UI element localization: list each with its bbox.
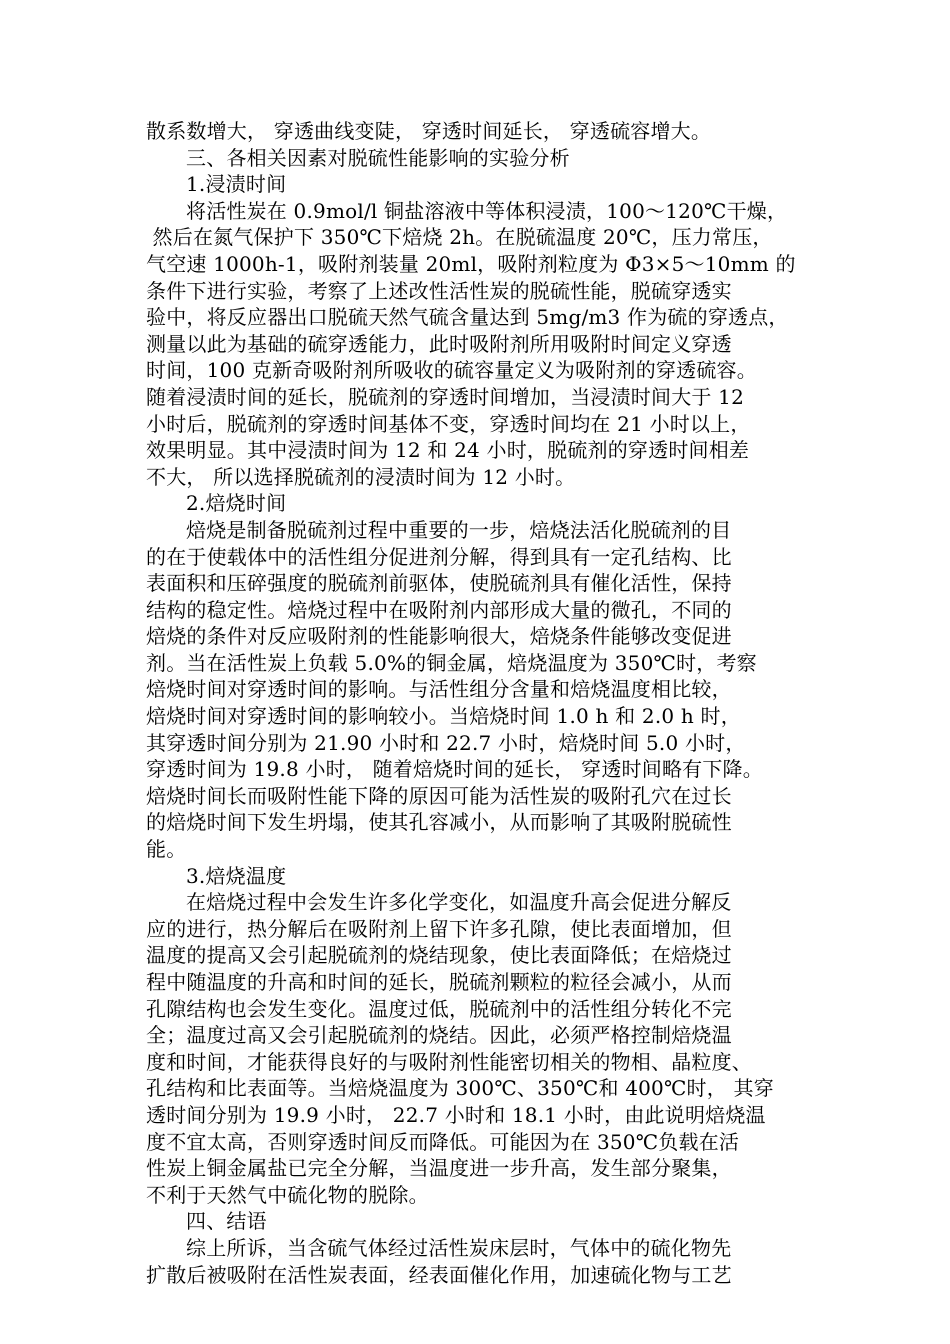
text-line: 验中，将反应器出口脱硫天然气硫含量达到 5mg/m3 作为硫的穿透点， <box>146 305 789 330</box>
text-line: 透时间分别为 19.9 小时， 22.7 小时和 18.1 小时，由此说明焙烧温 <box>146 1102 766 1127</box>
text-line: 其穿透时间分别为 21.90 小时和 22.7 小时，焙烧时间 5.0 小时， <box>146 730 746 755</box>
text-line: 将活性炭在 0.9mol/l 铜盐溶液中等体积浸渍，100～120℃干燥， <box>186 198 788 223</box>
text-line: 1.浸渍时间 <box>186 172 287 197</box>
text-line: 四、结语 <box>186 1209 267 1234</box>
text-line: 剂。当在活性炭上负载 5.0%的铜金属，焙烧温度为 350℃时，考察 <box>146 650 757 675</box>
text-line: 度不宜太高，否则穿透时间反而降低。可能因为在 350℃负载在活 <box>146 1129 740 1154</box>
text-line: 三、各相关因素对脱硫性能影响的实验分析 <box>186 145 570 170</box>
text-line: 温度的提高又会引起脱硫剂的烧结现象，使比表面降低；在焙烧过 <box>146 943 732 968</box>
text-line: 2.焙烧时间 <box>186 491 287 516</box>
text-line: 能。 <box>146 837 187 862</box>
text-line: 焙烧是制备脱硫剂过程中重要的一步，焙烧法活化脱硫剂的目 <box>186 517 732 542</box>
text-line: 孔结构和比表面等。当焙烧温度为 300℃、350℃和 400℃时， 其穿 <box>146 1076 774 1101</box>
text-line: 3.焙烧温度 <box>186 863 287 888</box>
text-line: 全；温度过高又会引起脱硫剂的烧结。因此，必须严格控制焙烧温 <box>146 1023 732 1048</box>
text-line: 小时后，脱硫剂的穿透时间基体不变，穿透时间均在 21 小时以上， <box>146 411 751 436</box>
text-line: 焙烧时间对穿透时间的影响。与活性组分含量和焙烧温度相比较， <box>146 677 732 702</box>
text-line: 然后在氮气保护下 350℃下焙烧 2h。在脱硫温度 20℃，压力常压， <box>146 225 773 250</box>
text-line: 在焙烧过程中会发生许多化学变化，如温度升高会促进分解反 <box>186 890 732 915</box>
text-line: 表面积和压碎强度的脱硫剂前驱体，使脱硫剂具有催化活性，保持 <box>146 571 732 596</box>
text-line: 孔隙结构也会发生变化。温度过低，脱硫剂中的活性组分转化不完 <box>146 996 732 1021</box>
text-line: 的焙烧时间下发生坍塌，使其孔容减小，从而影响了其吸附脱硫性 <box>146 810 732 835</box>
text-line: 测量以此为基础的硫穿透能力，此时吸附剂所用吸附时间定义穿透 <box>146 331 732 356</box>
text-line: 效果明显。其中浸渍时间为 12 和 24 小时，脱硫剂的穿透时间相差 <box>146 438 750 463</box>
text-line: 不利于天然气中硫化物的脱除。 <box>146 1182 429 1207</box>
text-line: 散系数增大， 穿透曲线变陡， 穿透时间延长， 穿透硫容增大。 <box>146 119 712 143</box>
text-line: 综上所诉，当含硫气体经过活性炭床层时，气体中的硫化物先 <box>186 1235 732 1260</box>
text-line: 结构的稳定性。焙烧过程中在吸附剂内部形成大量的微孔，不同的 <box>146 597 732 622</box>
text-line: 气空速 1000h-1，吸附剂装量 20ml，吸附剂粒度为 Φ3×5～10mm 的 <box>146 251 796 276</box>
text-line: 随着浸渍时间的延长，脱硫剂的穿透时间增加，当浸渍时间大于 12 <box>146 384 745 409</box>
text-line: 焙烧时间长而吸附性能下降的原因可能为活性炭的吸附孔穴在过长 <box>146 783 732 808</box>
document-body <box>146 118 812 1288</box>
text-line: 的在于使载体中的活性组分促进剂分解，得到具有一定孔结构、比 <box>146 544 732 569</box>
text-line: 条件下进行实验，考察了上述改性活性炭的脱硫性能，脱硫穿透实 <box>146 278 732 303</box>
text-line: 程中随温度的升高和时间的延长，脱硫剂颗粒的粒径会减小，从而 <box>146 970 732 994</box>
text-line: 焙烧时间对穿透时间的影响较小。当焙烧时间 1.0 h 和 2.0 h 时， <box>146 704 741 729</box>
text-line: 不大， 所以选择脱硫剂的浸渍时间为 12 小时。 <box>146 464 576 489</box>
text-line: 应的进行，热分解后在吸附剂上留下许多孔隙，使比表面增加，但 <box>146 916 732 941</box>
text-line: 时间，100 克新奇吸附剂所吸收的硫容量定义为吸附剂的穿透硫容。 <box>146 358 757 383</box>
text-line: 性炭上铜金属盐已完全分解，当温度进一步升高，发生部分聚集， <box>146 1156 732 1181</box>
text-line: 扩散后被吸附在活性炭表面，经表面催化作用，加速硫化物与工艺 <box>146 1262 732 1287</box>
text-line: 度和时间，才能获得良好的与吸附剂性能密切相关的物相、晶粒度、 <box>146 1049 752 1074</box>
text-line: 穿透时间为 19.8 小时， 随着焙烧时间的延长， 穿透时间略有下降。 <box>146 757 763 782</box>
text-line: 焙烧的条件对反应吸附剂的性能影响很大，焙烧条件能够改变促进 <box>146 624 732 649</box>
